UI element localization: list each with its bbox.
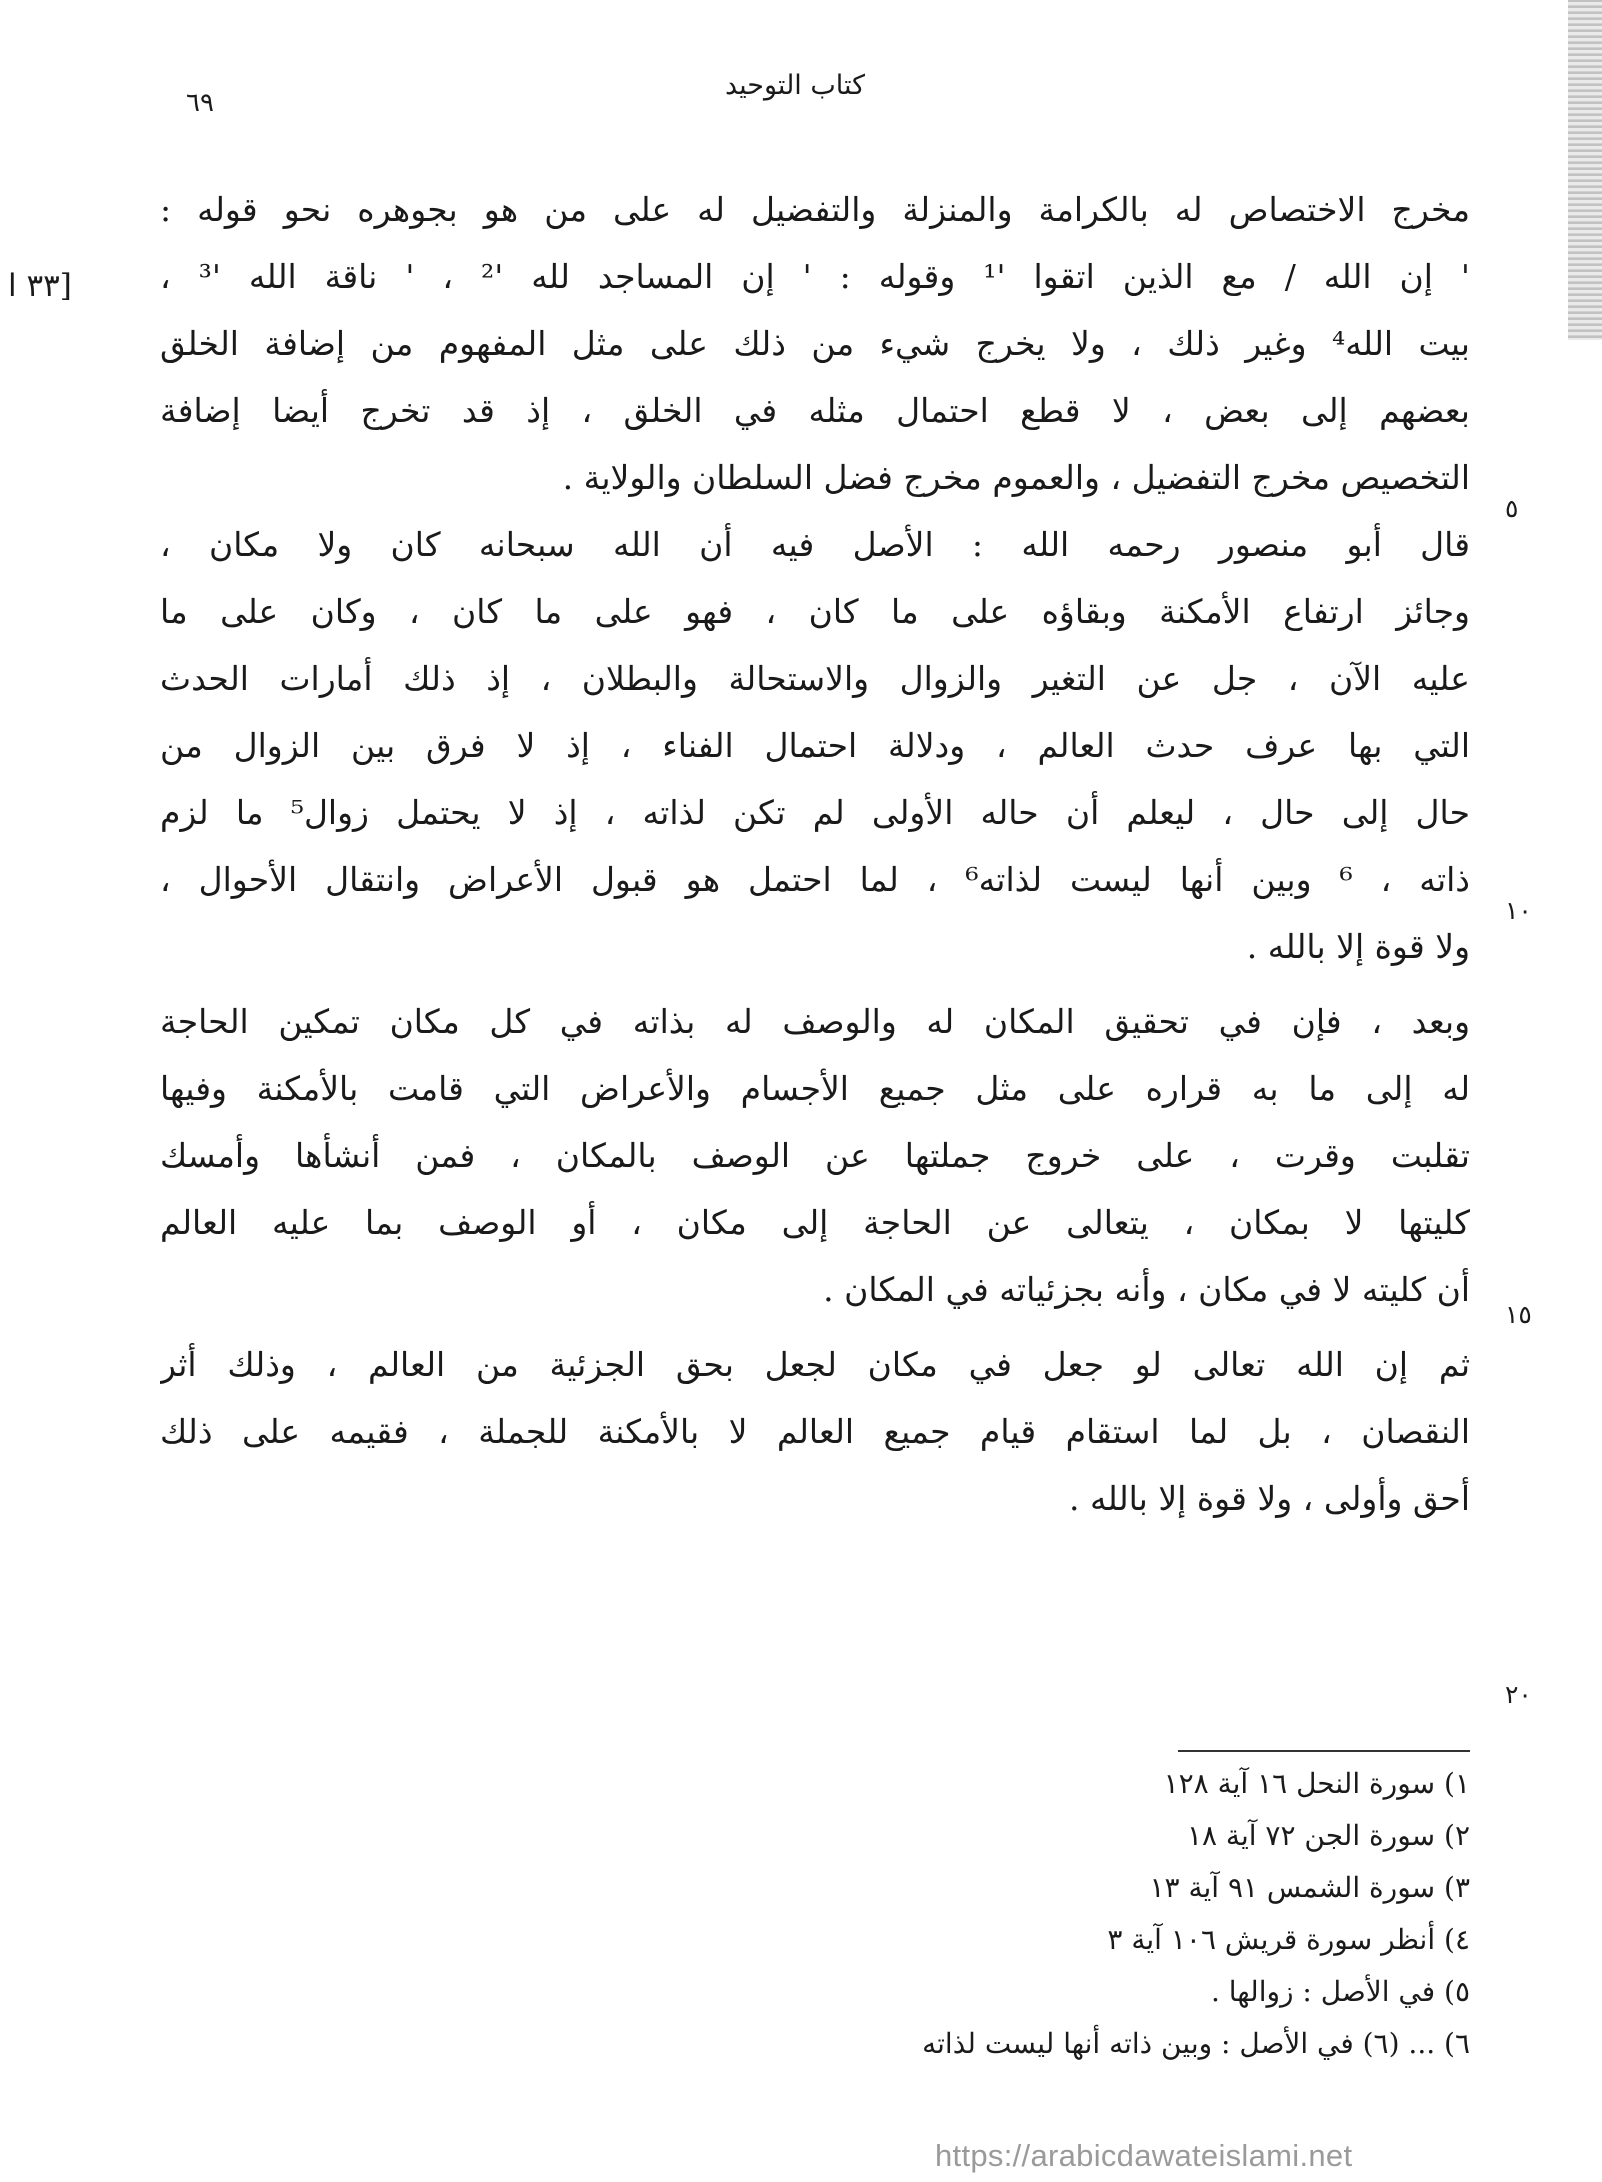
text-line: أن كليته لا في مكان ، وأنه بجزئياته في المكان . [823, 1270, 1470, 1309]
paragraph-1 [160, 176, 1470, 511]
footnote-item: ٦) ... (٦) في الأصل : وبين ذاته أنها ليست لذاته [922, 2027, 1470, 2060]
text-line: عليه الآن ، جل عن التغير والزوال والاستحالة والبطلان ، إذ ذلك أمارات الحدث [160, 659, 1470, 698]
footnote-separator [1178, 1750, 1470, 1752]
text-line: له إلى ما به قراره على مثل جميع الأجسام والأعراض التي قامت بالأمكنة وفيها [160, 1069, 1470, 1108]
text-line: ' إن الله / مع الذين اتقوا '¹ وقوله : ' إن المساجد لله '² ، ' ناقة الله '³ ، [160, 257, 1470, 296]
line-number-20: ٢٠ [1505, 1680, 1532, 1709]
text-line: كليتها لا بمكان ، يتعالى عن الحاجة إلى مكان ، أو الوصف بما عليه العالم [160, 1203, 1470, 1242]
paragraph-3 [160, 988, 1470, 1323]
text-line: بيت الله⁴ وغير ذلك ، ولا يخرج شيء من ذلك على مثل المفهوم من إضافة الخلق [160, 324, 1470, 363]
page-number: ٦٩ [186, 88, 214, 118]
text-line: ولا قوة إلا بالله . [1246, 927, 1470, 966]
footnote-item: ٥) في الأصل : زوالها . [1210, 1975, 1470, 2008]
paragraph-4 [160, 1331, 1470, 1532]
text-line: النقصان ، بل لما استقام قيام جميع العالم لا بالأمكنة للجملة ، فقيمه على ذلك [160, 1412, 1470, 1451]
footnote-item: ٤) أنظر سورة قريش ١٠٦ آية ٣ [1107, 1923, 1470, 1956]
line-number-10: ١٠ [1505, 896, 1532, 925]
text-line: حال إلى حال ، ليعلم أن حاله الأولى لم تكن لذاته ، إذ لا يحتمل زوال⁵ ما لزم [160, 793, 1470, 832]
main-text [160, 176, 1470, 1532]
footnote-item: ٢) سورة الجن ٧٢ آية ١٨ [1186, 1819, 1470, 1852]
manuscript-folio-reference: [٣٣ ا [8, 268, 72, 304]
footnote-item: ١) سورة النحل ١٦ آية ١٢٨ [1163, 1767, 1470, 1800]
text-line: التخصيص مخرج التفضيل ، والعموم مخرج فضل السلطان والولاية . [562, 458, 1470, 497]
text-line: التي بها عرف حدث العالم ، ودلالة احتمال الفناء ، إذ لا فرق بين الزوال من [160, 726, 1470, 765]
text-line: ذاته ، ⁶ وبين أنها ليست لذاته⁶ ، لما احتمل هو قبول الأعراض وانتقال الأحوال ، [160, 860, 1470, 899]
line-number-5: ٥ [1505, 494, 1519, 523]
text-line: وبعد ، فإن في تحقيق المكان له والوصف له بذاته في كل مكان تمكين الحاجة [160, 1002, 1470, 1041]
running-head-title: كتاب التوحيد [724, 70, 866, 101]
text-line: ثم إن الله تعالى لو جعل في مكان لجعل بحق الجزئية من العالم ، وذلك أثر [160, 1345, 1470, 1384]
text-line: وجائز ارتفاع الأمكنة وبقاؤه على ما كان ، فهو على ما كان ، وكان على ما [160, 592, 1470, 631]
text-line: بعضهم إلى بعض ، لا قطع احتمال مثله في الخلق ، إذ قد تخرج أيضا إضافة [160, 391, 1470, 430]
footnotes [620, 1758, 1470, 2070]
footnote-item: ٣) سورة الشمس ٩١ آية ١٣ [1149, 1871, 1470, 1904]
text-line: قال أبو منصور رحمه الله : الأصل فيه أن الله سبحانه كان ولا مكان ، [160, 525, 1470, 564]
text-line: مخرج الاختصاص له بالكرامة والمنزلة والتفضيل له على من هو بجوهره نحو قوله : [160, 190, 1470, 229]
text-line: أحق وأولى ، ولا قوة إلا بالله . [1068, 1479, 1470, 1518]
watermark-url: https://arabicdawateislami.net [935, 2138, 1353, 2173]
scan-edge-shadow [1568, 0, 1602, 340]
line-number-15: ١٥ [1505, 1300, 1532, 1329]
text-line: تقلبت وقرت ، على خروج جملتها عن الوصف بالمكان ، فمن أنشأها وأمسك [160, 1136, 1470, 1175]
paragraph-2 [160, 511, 1470, 980]
